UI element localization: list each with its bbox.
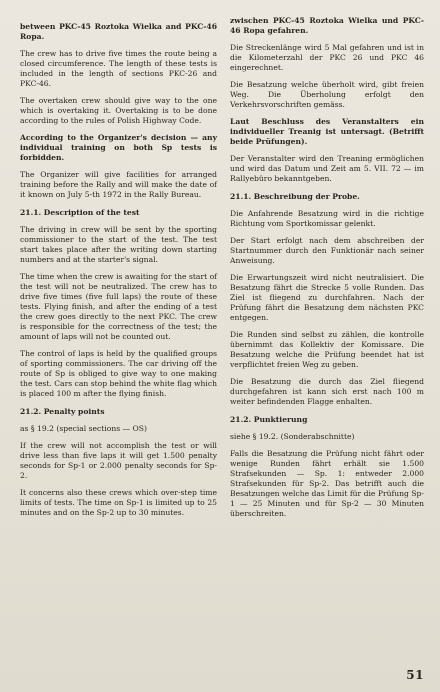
english-paragraph: The time when the crew is awaiting for the start of the test will not be neutralized. The crew has to drive five times (five full laps) the route of these tests. Flying finish, and after the ending of a test the crew goes directly to the next PKC. The crew is responsible for the correctness of the test; the amount of laps will not be counted out. [20,272,217,341]
german-paragraph: Der Veranstalter wird den Treaning ermöglichen und wird das Datum und Zeit am 5. VII. 72 — im Rallyebüro bekanntgeben. [230,154,424,183]
english-section-title: 21.2. Penalty points [20,407,105,416]
german-paragraph: siehe § 19.2. (Sonderabschnitte) [230,432,355,441]
german-section-title: 21.2. Punktierung [230,415,308,424]
german-paragraph: Die Anfahrende Besatzung wird in die richtige Richtung vom Sportkomissar gelenkt. [230,209,424,228]
german-column [230,16,424,526]
german-intro-heading: zwischen PKC-45 Roztoka Wielka und PKC-46 Ropa gefahren. [230,16,424,35]
english-paragraph: as § 19.2 (special sections — OS) [20,424,147,433]
english-paragraph: The control of laps is held by the qualified groups of sporting commissioners. The car driving off the route of Sp is obliged to give way to one making the test. Cars can stop behind the white flag which is placed 100 m after the flying finish. [20,349,217,398]
german-paragraph: Die Streckenlänge wird 5 Mal gefahren und ist in die Kilometerzahl der PKC 26 und PKC 46 eingerechnet. [230,43,424,72]
german-paragraph: Der Start erfolgt nach dem abschreiben der Startnummer durch den Funktionär nach seiner Anweisung. [230,236,424,265]
english-training-notice: According to the Organizer's decision — any individual training on both Sp tests is forbidden. [20,133,217,162]
english-paragraph: The overtaken crew should give way to the one which is overtaking it. Overtaking is to be done according to the rules of Polish Highway Code. [20,96,217,125]
english-intro-heading: between PKC-45 Roztoka Wielka and PKC-46 Ropa. [20,22,217,41]
page-number: 51 [406,668,424,682]
english-section-title: 21.1. Description of the test [20,208,140,217]
german-paragraph: Die Besatzung welche überholt wird, gibt freien Weg. Die Überholung erfolgt den Verkehrsvorschriften gemäss. [230,80,424,109]
german-paragraph: Die Erwartungszeit wird nicht neutralisiert. Die Besatzung fährt die Strecke 5 volle Runden. Das Ziel ist fliegend zu durchfahren. Nach der Prüfung fährt die Besatzung dem nächsten PKC entgegen. [230,273,424,322]
english-paragraph: It concerns also these crews which over-step time limits of tests. The time on Sp-1 is limited up to 25 minutes and on the Sp-2 up to 30 minutes. [20,488,217,517]
english-paragraph: If the crew will not accomplish the test or will drive less than five laps it will get 1.500 penalty seconds for Sp-1 or 2.000 penalty seconds for Sp-2. [20,441,217,480]
german-training-notice: Laut Beschluss des Veranstalters ein individueller Treanig ist untersagt. (Betrifft beide Prüfungen). [230,117,424,146]
english-column [20,22,217,525]
german-paragraph: Die Besatzung die durch das Ziel fliegend durchgefahren ist kann sich erst nach 100 m weiter befindenden Flagge enhalten. [230,377,424,406]
german-section-title: 21.1. Beschreibung der Probe. [230,192,360,201]
english-paragraph: The crew has to drive five times the route being a closed circumference. The length of these tests is included in the length of sections PKC-26 and PKC-46. [20,49,217,88]
german-paragraph: Die Runden sind selbst zu zählen, die kontrolle übernimmt das Kollektiv der Komissare. Die Besatzung welche die Prüfung beendet hat ist verpflichtet freien Weg zu geben. [230,330,424,369]
german-paragraph: Falls die Besatzung die Prüfung nicht fährt oder wenige Runden fährt erhält sie 1.500 Strafsekunden — Sp. 1: entweder 2.000 Strafsekunden für Sp-2. Das betrifft auch die Besatzungen welche das Limit für die Prüfung Sp-1 — 25 Minuten und für Sp-2 — 30 Minuten überschreiten. [230,449,424,518]
english-paragraph: The Organizer will give facilities for arranged training before the Rally and will make the date of it known on July 5-th 1972 in the Rally Bureau. [20,170,217,199]
english-paragraph: The driving in crew will be sent by the sporting commissioner to the start of the test. The test start takes place after the writing down starting numbers and at the starter's signal. [20,225,217,264]
